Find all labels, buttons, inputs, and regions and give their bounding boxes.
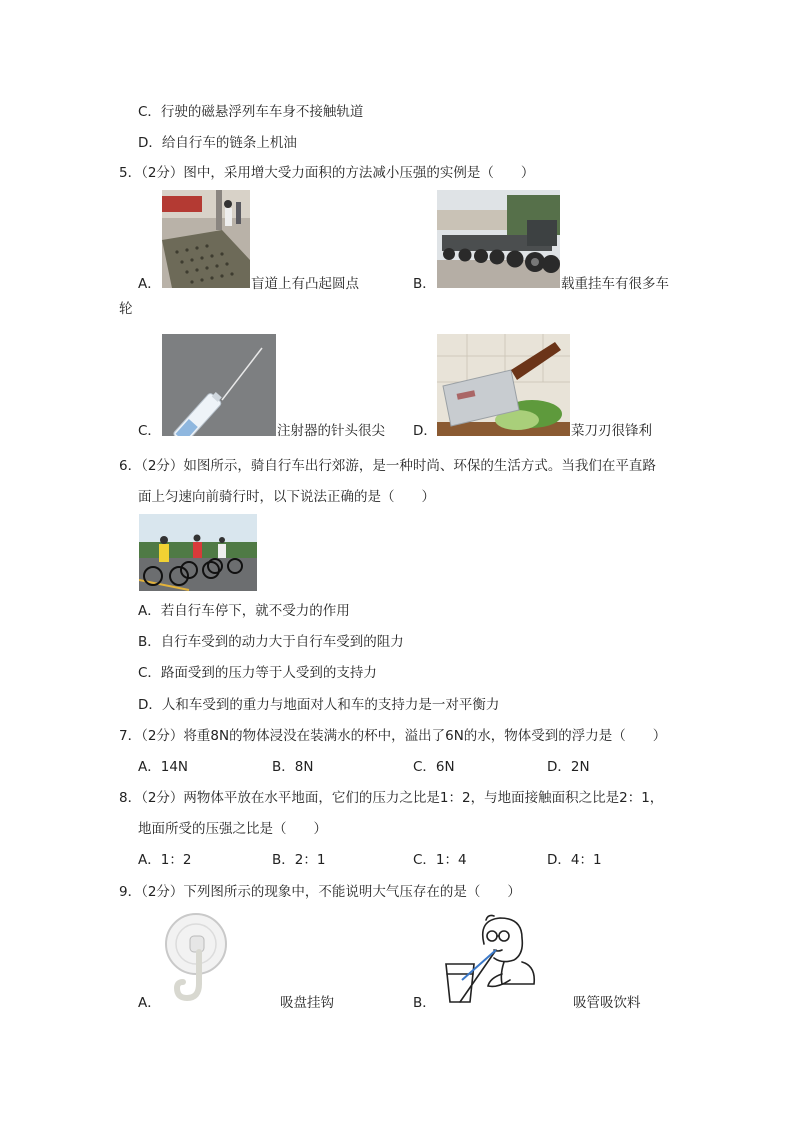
q5-a-image [162, 190, 250, 288]
q6-image [139, 514, 257, 591]
q5-a-text: 盲道上有凸起圆点 [251, 276, 359, 292]
q8-stem-line2: 地面所受的压强之比是（ ） [138, 821, 327, 837]
q6-option-a: A．若自行车停下，就不受力的作用 [138, 603, 350, 619]
q7-option-a: A．14N [138, 759, 189, 775]
q9-b-letter: B． [413, 995, 436, 1011]
q5-a-letter: A． [138, 276, 161, 292]
q6-option-b: B．自行车受到的动力大于自行车受到的阻力 [138, 634, 404, 650]
q8-option-c: C．1：4 [413, 852, 467, 868]
q7-option-d: D．2N [547, 759, 590, 775]
q9-a-image [163, 912, 229, 1004]
q5-b-text: 载重挂车有很多车 [561, 276, 669, 292]
q7-stem: 7．（2分）将重8N的物体浸没在装满水的杯中，溢出了6N的水，物体受到的浮力是（ ） [119, 728, 667, 744]
q8-option-a: A．1：2 [138, 852, 192, 868]
q9-a-text: 吸盘挂钩 [280, 995, 334, 1011]
q5-b-text-wrap: 轮 [119, 301, 133, 317]
q8-option-b: B．2：1 [272, 852, 326, 868]
q4-option-d: D．给自行车的链条上机油 [138, 135, 297, 151]
q5-d-letter: D． [413, 423, 437, 439]
q7-option-c: C．6N [413, 759, 455, 775]
q6-option-c: C．路面受到的压力等于人受到的支持力 [138, 665, 377, 681]
q8-option-d: D．4：1 [547, 852, 602, 868]
q5-c-text: 注射器的针头很尖 [277, 423, 385, 439]
q5-b-image [437, 190, 560, 288]
q7-option-b: B．8N [272, 759, 314, 775]
q5-stem: 5．（2分）图中，采用增大受力面积的方法减小压强的实例是（ ） [119, 165, 535, 181]
q5-d-image [437, 334, 570, 436]
q9-stem: 9．（2分）下列图所示的现象中，不能说明大气压存在的是（ ） [119, 884, 521, 900]
q6-option-d: D．人和车受到的重力与地面对人和车的支持力是一对平衡力 [138, 697, 500, 713]
q9-b-image [438, 914, 536, 1004]
q6-stem-line1: 6．（2分）如图所示，骑自行车出行郊游，是一种时尚、环保的生活方式。当我们在平直路 [119, 458, 656, 474]
q9-b-text: 吸管吸饮料 [573, 995, 641, 1011]
q9-a-letter: A． [138, 995, 161, 1011]
q5-b-letter: B． [413, 276, 436, 292]
q5-c-image [162, 334, 276, 436]
q6-stem-line2: 面上匀速向前骑行时，以下说法正确的是（ ） [138, 489, 435, 505]
q4-option-c: C．行驶的磁悬浮列车车身不接触轨道 [138, 104, 364, 120]
q5-d-text: 菜刀刃很锋利 [571, 423, 652, 439]
q5-c-letter: C． [138, 423, 161, 439]
q8-stem-line1: 8．（2分）两物体平放在水平地面，它们的压力之比是1：2，与地面接触面积之比是2：1， [119, 790, 664, 806]
